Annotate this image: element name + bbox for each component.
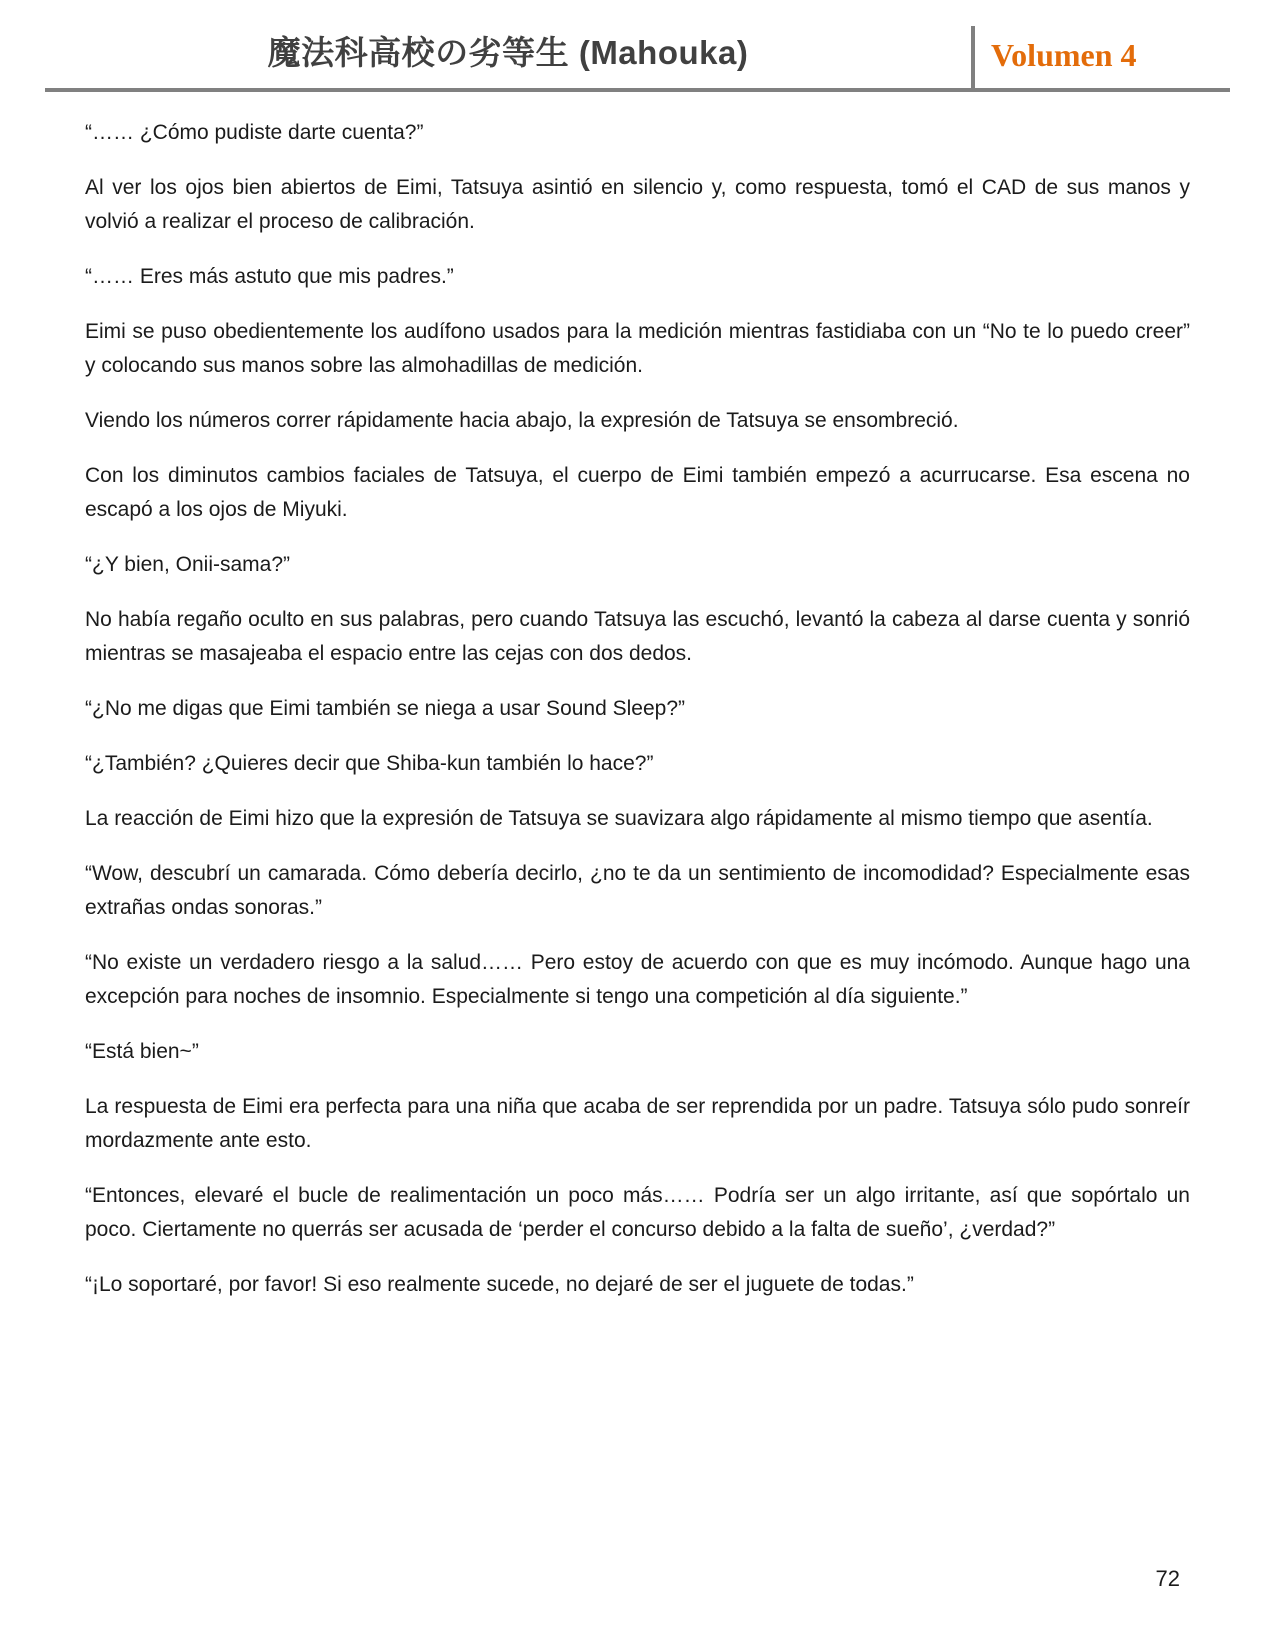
- paragraph: Viendo los números correr rápidamente hacia abajo, la expresión de Tatsuya se ensombreció.: [85, 409, 959, 432]
- document-title: 魔法科高校の劣等生 (Mahouka): [267, 34, 749, 71]
- paragraph: “¿También? ¿Quieres decir que Shiba-kun también lo hace?”: [85, 752, 654, 775]
- paragraph: Al ver los ojos bien abiertos de Eimi, Tatsuya asintió en silencio y, como respuesta, tomó el CAD de sus manos y volvió a realizar el proceso de calibración.: [85, 176, 1190, 233]
- paragraph: “…… ¿Cómo pudiste darte cuenta?”: [85, 121, 424, 144]
- paragraph: “Wow, descubrí un camarada. Cómo debería decirlo, ¿no te da un sentimiento de incomodidad? Especialmente esas extrañas ondas sonoras.”: [85, 862, 1190, 919]
- header-volume-area: [975, 37, 1230, 88]
- paragraph: No había regaño oculto en sus palabras, pero cuando Tatsuya las escuchó, levantó la cabeza al darse cuenta y sonrió mientras se masajeaba el espacio entre las cejas con dos dedos.: [85, 608, 1190, 665]
- paragraph: “…… Eres más astuto que mis padres.”: [85, 265, 454, 288]
- paragraph: Con los diminutos cambios faciales de Tatsuya, el cuerpo de Eimi también empezó a acurrucarse. Esa escena no escapó a los ojos de Miyuki.: [85, 464, 1190, 521]
- document-body: [85, 92, 1190, 1302]
- paragraph: “¿No me digas que Eimi también se niega a usar Sound Sleep?”: [85, 697, 685, 720]
- page-number: 72: [1155, 1566, 1180, 1591]
- paragraph: “No existe un verdadero riesgo a la salud…… Pero estoy de acuerdo con que es muy incómodo. Aunque hago una excepción para noches de insomnio. Especialmente si tengo una competición al día siguiente.”: [85, 951, 1190, 1008]
- paragraph: La respuesta de Eimi era perfecta para una niña que acaba de ser reprendida por un padre. Tatsuya sólo pudo sonreír mordazmente ante esto.: [85, 1095, 1190, 1152]
- page-header: [45, 0, 1230, 88]
- paragraph: “¡Lo soportaré, por favor! Si eso realmente sucede, no dejaré de ser el juguete de todas.”: [85, 1273, 914, 1296]
- paragraph: La reacción de Eimi hizo que la expresión de Tatsuya se suavizara algo rápidamente al mismo tiempo que asentía.: [85, 807, 1153, 830]
- paragraph: “Está bien~”: [85, 1040, 199, 1063]
- paragraph: Eimi se puso obedientemente los audífono usados para la medición mientras fastidiaba con un “No te lo puedo creer” y colocando sus manos sobre las almohadillas de medición.: [85, 320, 1190, 377]
- paragraph: “Entonces, elevaré el bucle de realimentación un poco más…… Podría ser un algo irritante, así que sopórtalo un poco. Ciertamente no querrás ser acusada de ‘perder el concurso debido a la falta de sueño’, ¿verdad?”: [85, 1184, 1190, 1241]
- paragraph: “¿Y bien, Onii-sama?”: [85, 553, 291, 576]
- volume-label: Volumen 4: [991, 37, 1137, 73]
- header-title-area: [45, 27, 971, 88]
